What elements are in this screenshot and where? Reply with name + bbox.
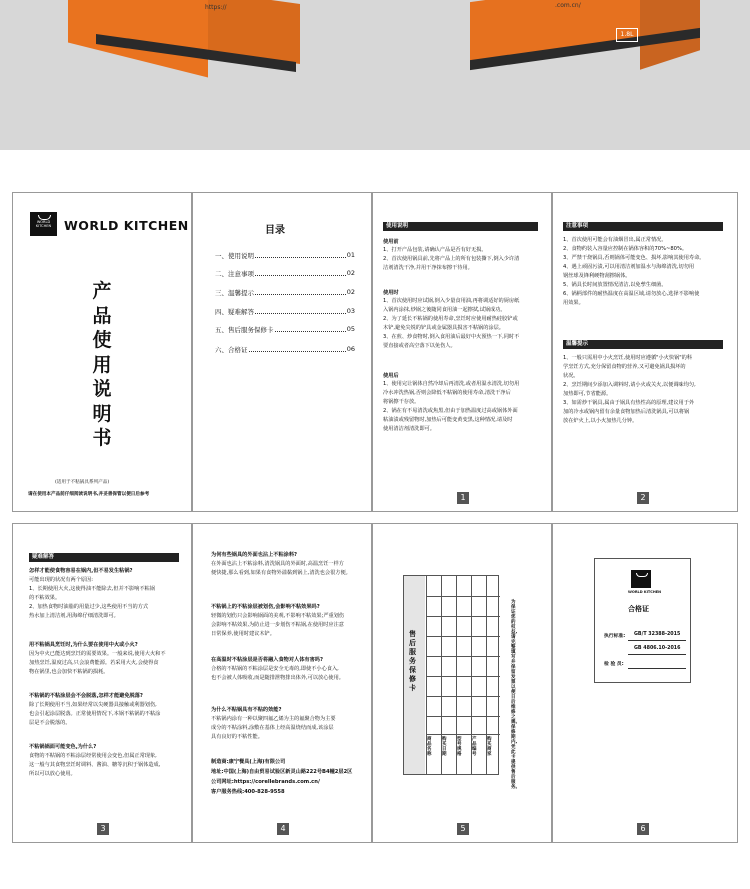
warranty-col-label: 商品名称 <box>427 737 432 757</box>
warranty-col-label: 产品编号 <box>472 737 477 757</box>
faq-answer: 因为中火已能达到烹饪的需要效果。一般来说,使用大火和不 加热烹饪,温度过高,只会浪费能源。若采用大火,会使得食 物在锅里,也会加快不粘锅的损耗。 <box>29 651 166 675</box>
after-use-heading: 使用后 <box>383 373 399 379</box>
before-use-text: 1、打开产品包装,请确认产品是否有好无损。 2、首次使用锅具前,先将产品上的所有包装撕下,倒入少许清 洁剂清洗干净,并用干净抹布擦干待用。 <box>383 247 520 271</box>
section-usage-bar: 使用说明 <box>383 222 538 231</box>
section-tips-bar: 温馨提示 <box>563 340 723 349</box>
page-number: 3 <box>97 823 109 835</box>
inspector-label: 检 验 员: <box>604 662 624 667</box>
standard-2-underline <box>628 654 686 655</box>
box-left-side <box>68 0 208 77</box>
standard-1: GB/T 32388-2015 <box>634 632 681 637</box>
standard-label: 执行标准: <box>604 634 626 639</box>
warranty-col-label: 型号规格 <box>457 737 462 757</box>
warranty-col-label: 购买日期 <box>442 737 447 757</box>
page-number: 6 <box>637 823 649 835</box>
toc-item[interactable]: 四、疑难解答 03 <box>215 307 355 316</box>
faq-answer: 不粘锅内涂有一种以聚四氟乙烯为主的氟聚合物为主要 成分的不粘涂料,涂敷在基体上经高温烧结而成,该涂层 具有良好的不粘性能。 <box>211 716 336 740</box>
faq-question: 不粘锅的不粘涂层会不会脱落,怎样才能避免脱落? <box>29 693 143 699</box>
tips-text: 1、一般只需用中小火烹饪,使用时应遵循"小火快锅"的科 学烹饪方式,充分保留食物的营养,又可避免锅具损坏的 状况。 2、烹饪期间少添加入调料时,请小火或关火,以便调味均匀, 加热即可,节省能源。 3、如需炒干锅具,属由于锅具有热性高的原理,建议用于外 加的冷水或锅内留有余量食物加热后清洗锅具,可以将锅 放在炉火上,以小火加热几分钟。 <box>563 355 696 424</box>
warranty-card-title: 售后服务保修卡 <box>409 630 416 692</box>
faq-question: 不粘锅上的不粘涂层被划伤,会影响不粘效果吗? <box>211 604 320 610</box>
warranty-col-label: 购买商家 <box>487 737 492 757</box>
during-use-heading: 使用时 <box>383 290 399 296</box>
after-use-text: 1、使用完让锅体自然冷却后再清洗,或者用温水清洗,切勿用 冷水冲洗热锅,否则会降低不粘锅的使用寿命,清洗干净后 将锅擦干存放。 2、锅在有不易清洗或焦黑,但由于加热温度过高或锅体外面 粘油渍或残留物时,加热后可能变黄变黑,这种情况,请及时 使用清洁剂清洗即可。 <box>383 381 520 432</box>
cover-applicable-note: (适用于不粘锅具系列产品) <box>55 480 110 485</box>
toc-item[interactable]: 一、使用说明 01 <box>215 251 355 260</box>
toc-title: 目录 <box>265 225 285 236</box>
page-number: 4 <box>277 823 289 835</box>
faq-question: 不粘锅锅面可能变色,为什么? <box>29 744 97 750</box>
certificate-logo-icon <box>631 570 651 588</box>
faq-question: 为什么不粘锅具有不粘的效能? <box>211 707 282 713</box>
toc-item[interactable]: 五、售后服务保修卡 05 <box>215 325 355 334</box>
box-url-right: .com.cn/ <box>555 2 581 9</box>
section-notes-bar: 注意事项 <box>563 222 723 231</box>
faq-answer: 轻微的划伤只会影响锅面的美观,不影响不粘效果;严重划伤 会影响不粘效果,为防止进一步划伤不粘锅,在使用时应注意 日常保养,使用时建议木铲。 <box>211 613 345 637</box>
brand-logo-icon: WORLD KITCHEN <box>30 212 57 236</box>
brand-name: WORLD KITCHEN <box>64 218 189 233</box>
faq-answer: 可能出现的状况有两个原因: 1、长期使用大火,这使得油不能除去,但并不影响不粘锅 的不粘效果。 2、加热食物时油脂的用量过少,这些使用不当的方式 热水加上清洁剂,用海绵仔细清洗即可。 <box>29 577 155 619</box>
toc-item[interactable]: 二、注意事项 02 <box>215 269 355 278</box>
page-number: 5 <box>457 823 469 835</box>
warranty-side-note: 为保证您的权益,请完整填写并保留发票以便日后维修之需。保修期内,凭此卡提供售后服务。 <box>511 600 520 790</box>
cover-read-note: 请在使用本产品前仔细阅读说明书,并妥善保管以便日后参考 <box>28 492 150 497</box>
page-number: 2 <box>637 492 649 504</box>
faq-question: 怎样才能使食物容易在锅内,但不易发生粘锅? <box>29 568 133 574</box>
faq-question: 用不粘锅具烹饪时,为什么要在使用中火或小火? <box>29 642 138 648</box>
inspector-field-line <box>628 668 686 669</box>
during-use-text: 1、首次使用时应试锅,倒入少量食用油,再将调适好的厨房纸 入锅内涂抹,炒锅之後随同食用油一起擦拭,试锅成功。 2、为了延长不粘锅的使用寿命,烹饪时应使用耐热硅胶铲或 木铲,避免尖锐的铲具或金属器具损害不粘锅的涂层。 3、在煎、炒食物时,倒入食用油后最好中火预热一下,同时不 要直接或者高空落下以免伤人。 <box>383 298 520 349</box>
faq-question: 为何有些锅具的外面也沾上不粘涂料? <box>211 552 298 558</box>
before-use-heading: 使用前 <box>383 239 399 245</box>
certificate-logo-text: WORLD KITCHEN <box>628 590 662 594</box>
company-website-link[interactable]: 公司网址:https://corellebrands.com.cn/ <box>211 779 320 785</box>
toc-item[interactable]: 六、合格证 06 <box>215 345 355 354</box>
box-size-tag: 1.8L <box>616 28 638 42</box>
faq-question: 在高温时不粘涂层是否将融入食物对人体有害吗? <box>211 657 323 663</box>
faq-answer: 食物的不粘锅的不粘涂层经常使用会变色,但属正常现象, 这一般与其食物烹饪时调料、酱油、糖等沉积于锅体造成, 所以可以放心使用。 <box>29 753 161 777</box>
notes-text: 1、首次使用可能会有油烟冒出,属正常情况。 2、食物约装入容量应控制在锅体容积的70%~80%。 3、严禁干烧锅具,否则锅体可能变色、损坏,影响其使用寿命。 4、遇上顽固污渍,可以用清洁剂加温水与海绵清洗,切勿用 钢丝球及锋利硬物刮擦锅体。 5、锅具长时间放置情况清洁,以免孳生细菌。 6、锅柄部件的耐热温度在高温区域,请勿放心,选择不影响使 用效果。 <box>563 237 705 306</box>
faq-answer: 除了长期使用不当,如果经常以尖硬器具接触或利器划伤, 也会引起涂层脱落。正常使用情况下,本锅不粘锅的不粘涂 层是不会脱落的。 <box>29 702 161 726</box>
product-box-photo <box>0 0 750 150</box>
faq-answer: 合格的不粘锅的不粘涂层是安全无毒的,即使不小心食入, 也不会被人体吸收,而是随排泄物排出体外,可以放心使用。 <box>211 666 344 681</box>
faq-answer: 在外面也沾上不粘涂料,清洗锅具的外面时,高温烹饪一样方 便快捷,那么看到,如果有食物外溢黏到锅上,清洗也会很方便。 <box>211 561 351 576</box>
company-address: 地址:中国(上海)自由贸易试验区新灵山路222号B4幢2层2区 <box>211 769 353 775</box>
certificate-title: 合格证 <box>628 605 649 613</box>
box-url-left: https:// <box>205 4 227 11</box>
manufacturer: 制造商:康宁餐具(上海)有限公司 <box>211 759 286 765</box>
standard-2: GB 4806.10-2016 <box>634 646 681 651</box>
manual-title: 产 品 使 用 说 明 书 <box>92 280 112 449</box>
page-1-panel <box>372 192 552 512</box>
service-hotline: 客户服务热线:400-828-9558 <box>211 789 285 795</box>
standard-1-underline <box>628 640 686 641</box>
toc-item[interactable]: 三、温馨提示 02 <box>215 288 355 297</box>
page-number: 1 <box>457 492 469 504</box>
section-faq-bar: 疑难解答 <box>29 553 179 562</box>
